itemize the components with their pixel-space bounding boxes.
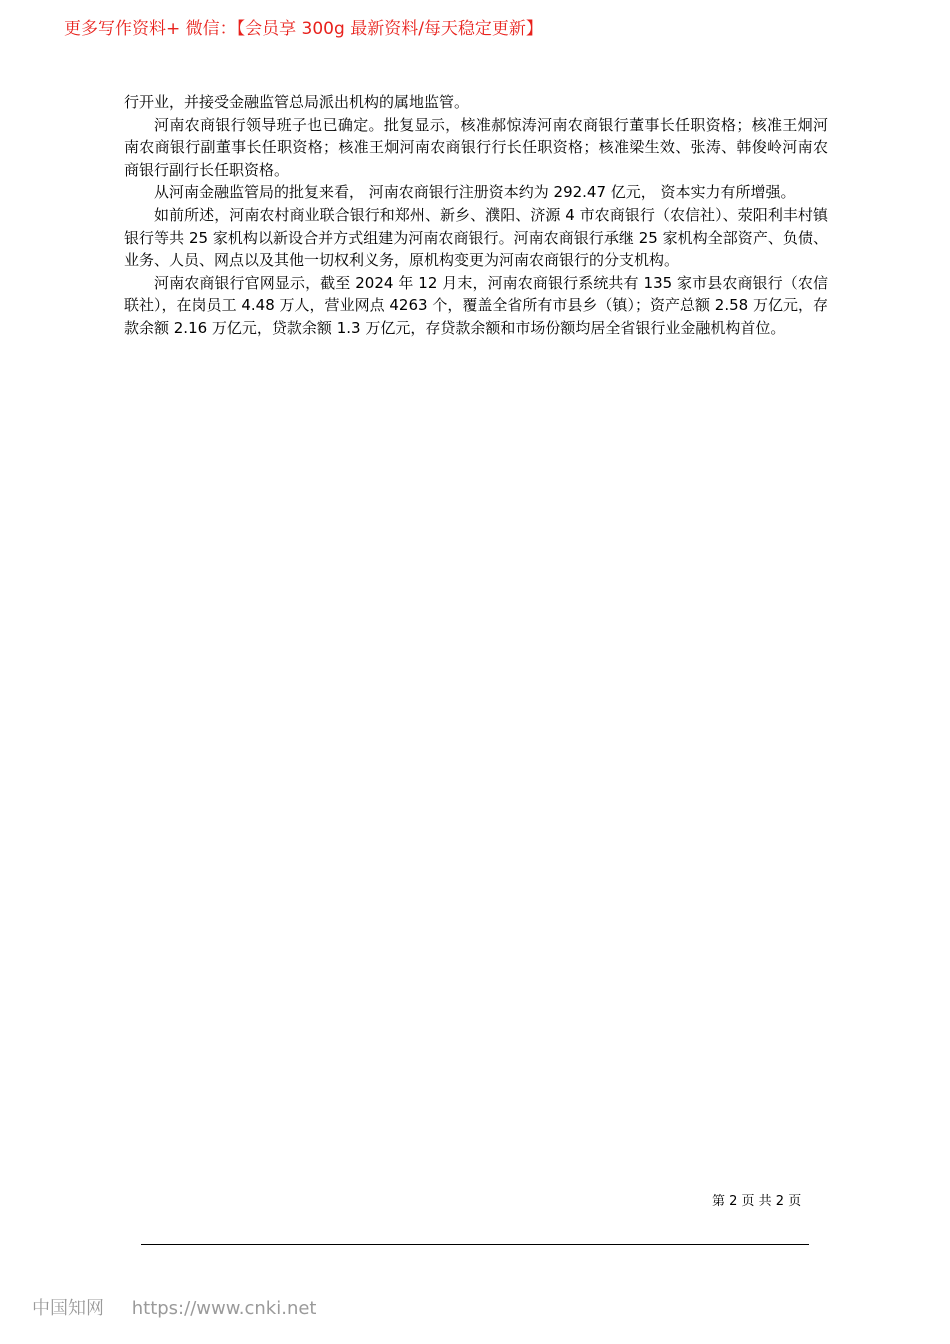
paragraph-statistics: 河南农商银行官网显示，截至 2024 年 12 月末，河南农商银行系统共有 135 家市县农商银行（农信联社），在岗员工 4.48 万人，营业网点 4263 个，覆盖全省所有市县乡（镇）；资产总额 2.58 万亿元，存款余额 2.16 万亿元，贷款余额 1.3 万亿元，存贷款余额和市场份额均居全省银行业金融机构首位。 xyxy=(124,273,828,337)
page-number: 第 2 页 共 2 页 xyxy=(712,1194,802,1209)
footer-divider xyxy=(141,1244,809,1245)
watermark-site-name: 中国知网 xyxy=(32,1298,104,1319)
article-body xyxy=(124,91,828,340)
paragraph-registered-capital: 从河南金融监管局的批复来看， 河南农商银行注册资本约为 292.47 亿元， 资本实力有所增强。 xyxy=(154,183,796,202)
cnki-watermark xyxy=(32,1294,316,1320)
paragraph-continuation: 行开业，并接受金融监管总局派出机构的属地监管。 xyxy=(124,93,470,111)
paragraph-merger: 如前所述，河南农村商业联合银行和郑州、新乡、濮阳、济源 4 市农商银行（农信社）、荥阳利丰村镇银行等共 25 家机构以新设合并方式组建为河南农商银行。河南农商银行承继 25 家机构全部资产、负债、业务、人员、网点以及其他一切权利义务，原机构变更为河南农商银行的分支机构。 xyxy=(124,205,828,270)
paragraph-leadership: 河南农商银行领导班子也已确定。批复显示，核准郝惊涛河南农商银行董事长任职资格；核准王炯河南农商银行副董事长任职资格；核准王炯河南农商银行行长任职资格；核准梁生效、张涛、韩俊岭河南农商银行副行长任职资格。 xyxy=(124,115,828,179)
promo-banner: 更多写作资料+ 微信：【会员享 300g 最新资料/每天稳定更新】 xyxy=(64,19,543,39)
watermark-url: https://www.cnki.net xyxy=(131,1298,317,1319)
